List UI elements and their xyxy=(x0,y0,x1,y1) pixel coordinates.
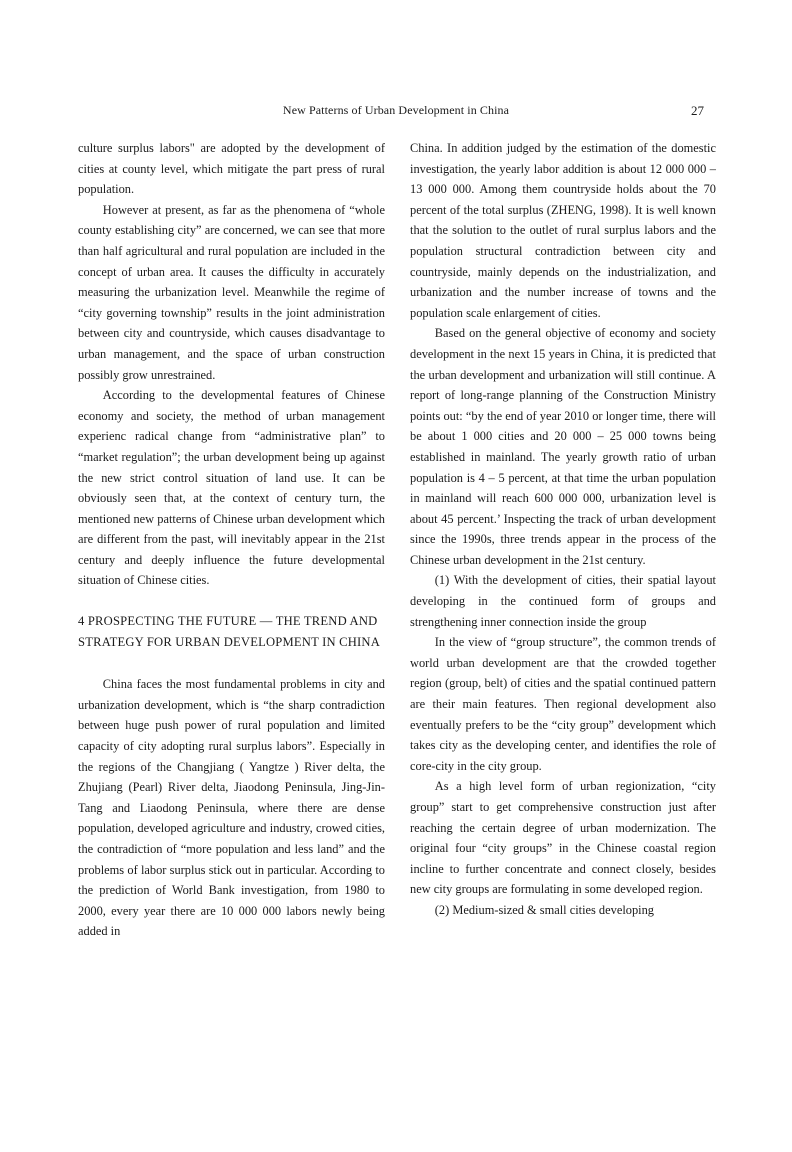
paragraph: Based on the general objective of economy and society development in the next 15 years in China, it is predicted that the urban development and urbanization will still continue. A report of long-range planning of the Construction Ministry points out: “by the end of year 2010 or longer time, there will be about 1 000 cities and 20 000 – 25 000 towns being established in mainland. The yearly growth ratio of urban population is 4 – 5 percent, at that time the urban population in mainland will reach 600 000 000, urbanization level is about 45 percent.’ Inspecting the track of urban development since the 1990s, three trends appear in the process of the Chinese urban development in the 21st century. xyxy=(410,326,716,567)
section-heading: 4 PROSPECTING THE FUTURE — THE TREND AND STRATEGY FOR URBAN DEVELOPMENT IN CHINA xyxy=(78,614,381,649)
subsection-heading: (1) With the development of cities, their spatial layout developing in the continued form of groups and strengthening inner connection inside the group xyxy=(410,573,716,629)
paragraph: However at present, as far as the phenomena of “whole county establishing city” are concerned, we can see that more than half agricultural and rural population are included in the concept of urban area. It causes the difficulty in accurately measuring the urbanization level. Meanwhile the regime of “city governing township” results in the joint administration between city and countryside, which causes disadvantage to urban management, and the space of urban construction possibly grow unrestrained. xyxy=(78,202,385,382)
subsection-heading: (2) Medium-sized & small cities developing xyxy=(434,902,654,917)
page-number: 27 xyxy=(691,103,704,118)
paragraph: In the view of “group structure”, the common trends of world urban development are that the crowded together region (group, belt) of cities and the spatial continued pattern are their main features. Then regional development also eventually prefers to be the “city group” development which takes city as the developing center, and identifies the role of core-city in the city group. xyxy=(410,635,716,773)
running-head xyxy=(0,103,792,123)
paragraph: As a high level form of urban regionization, “city group” start to get comprehensive construction just after reaching the certain degree of urban modernization. The original four “city groups” in the Chinese coastal region incline to further concentrate and connect closely, besides new city groups are formulating in some developed region. xyxy=(410,779,716,897)
paragraph: According to the developmental features of Chinese economy and society, the method of urban management experienc radical change from “administrative plan” to “market regulation”; the urban development being up against the new strict control situation of land use. It can be obviously seen that, at the context of century turn, the mentioned new patterns of Chinese urban development which are different from the past, will inevitably appear in the 21st century and deeply influence the future developmental situation of Chinese cities. xyxy=(78,388,385,588)
paragraph: culture surplus labors" are adopted by the development of cities at county level, which mitigate the part press of rural population. xyxy=(78,141,385,197)
paragraph: China. In addition judged by the estimation of the domestic investigation, the yearly labor addition is about 12 000 000 – 13 000 000. Among them countryside holds about the 70 percent of the total surplus (ZHENG, 1998). It is well known that the solution to the outlet of rural surplus labors and the population structural contradiction between city and countryside, mainly depends on the industrialization, and urbanization and the number increase of towns and the population scale enlargement of cities. xyxy=(410,141,716,320)
running-title: New Patterns of Urban Development in China xyxy=(282,103,510,117)
paragraph: China faces the most fundamental problems in city and urbanization development, which is “the sharp contradiction between huge push power of rural population and limited capacity of city adopting rural surplus labors”. Especially in the regions of the Changjiang ( Yangtze ) River delta, the Zhujiang (Pearl) River delta, Jiaodong Peninsula, Jing-Jin-Tang and Liaodong Peninsula, where there are dense population, developed agriculture and industry, crowed cities, the contradiction of “more population and less land” and the problems of labor surplus stick out in particular. According to the prediction of World Bank investigation, from 1980 to 2000, every year there are 10 000 000 labors newly being added in xyxy=(78,677,385,939)
left-column xyxy=(78,138,385,942)
right-column xyxy=(410,138,716,921)
